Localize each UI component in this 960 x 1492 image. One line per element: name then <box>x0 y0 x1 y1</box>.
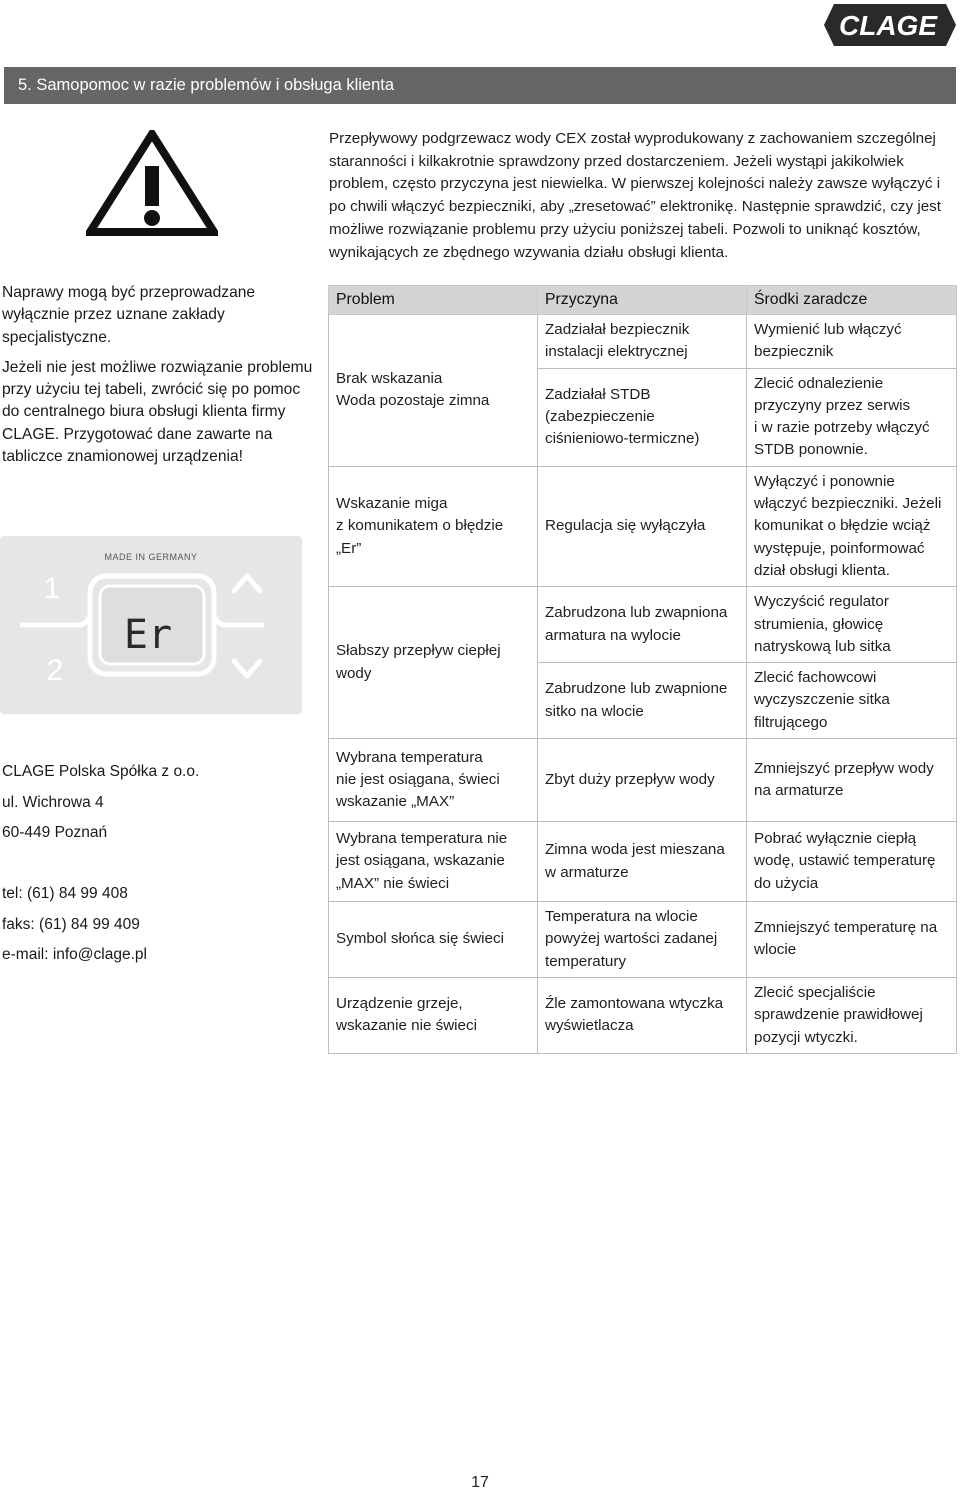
cause-cell: Zabrudzona lub zwapniona armatura na wylocie <box>538 587 747 663</box>
cause-cell: Zbyt duży przepływ wody <box>538 739 747 822</box>
remedy-cell: Wyłączyć i ponownie włączyć bezpieczniki. Jeżeli komunikat o błędzie wciąż występuje, poinformować dział obsługi klienta. <box>747 466 957 586</box>
problem-cell: Wybrana temperatura nie jest osiągana, świeci wskazanie „MAX” <box>329 739 538 822</box>
table-row <box>329 315 957 369</box>
remedy-cell: Zmniejszyć temperaturę na wlocie <box>747 902 957 978</box>
problem-cell: Wybrana temperatura nie jest osiągana, wskazanie „MAX” nie świeci <box>329 822 538 902</box>
page-number: 17 <box>471 1474 489 1491</box>
remedy-cell: Zlecić specjaliście sprawdzenie prawidłowej pozycji wtyczki. <box>747 977 957 1053</box>
phone-number: tel: (61) 84 99 408 <box>2 885 128 902</box>
problem-cell: Słabszy przepływ ciepłej wody <box>329 587 538 739</box>
cause-cell: Regulacja się wyłączyła <box>538 466 747 586</box>
display-panel <box>0 536 302 714</box>
made-in-germany-label: MADE IN GERMANY <box>104 552 198 562</box>
table-row <box>329 902 957 978</box>
remedy-cell: Zlecić odnalezienie przyczyny przez serwis i w razie potrzeby włączyć STDB ponownie. <box>747 368 957 466</box>
remedy-cell: Wyczyścić regulator strumienia, głowicę natryskową lub sitka <box>747 587 957 663</box>
table-row <box>329 587 957 663</box>
street-address: ul. Wichrowa 4 <box>2 794 104 811</box>
button-1-label: 1 <box>43 572 61 605</box>
button-2-label: 2 <box>46 654 64 687</box>
remedy-cell: Pobrać wyłącznie ciepłą wodę, ustawić temperaturę do użycia <box>747 822 957 902</box>
header-remedy: Środki zaradcze <box>747 286 957 315</box>
clage-logo <box>824 4 956 46</box>
problem-cell: Brak wskazania Woda pozostaje zimna <box>329 315 538 467</box>
problem-cell: Symbol słońca się świeci <box>329 902 538 978</box>
remedy-cell: Wymienić lub włączyć bezpiecznik <box>747 315 957 369</box>
problem-cell: Urządzenie grzeje, wskazanie nie świeci <box>329 977 538 1053</box>
remedy-cell: Zlecić fachowcowi wyczyszczenie sitka filtrującego <box>747 663 957 739</box>
fax-number: faks: (61) 84 99 409 <box>2 916 140 933</box>
cause-cell: Zadziałał STDB (zabezpieczenie ciśnieniowo-termiczne) <box>538 368 747 466</box>
sidebar-notes <box>2 282 314 476</box>
warning-icon <box>86 130 218 236</box>
cause-cell: Zabrudzone lub zwapnione sitko na wlocie <box>538 663 747 739</box>
repair-note: Naprawy mogą być przeprowadzane wyłącznie przez uznane zakłady specjalistyczne. <box>2 284 256 346</box>
table-row <box>329 977 957 1053</box>
cause-cell: Zimna woda jest mieszana w armaturze <box>538 822 747 902</box>
city-address: 60-449 Poznań <box>2 824 108 841</box>
header-problem: Problem <box>329 286 538 315</box>
logo-text: CLAGE <box>839 10 937 41</box>
section-title: 5. Samopomoc w razie problemów i obsługa klienta <box>4 67 956 104</box>
company-name: CLAGE Polska Spółka z o.o. <box>2 763 200 780</box>
remedy-cell: Zmniejszyć przepływ wody na armaturze <box>747 739 957 822</box>
cause-cell: Zadziałał bezpiecznik instalacji elektrycznej <box>538 315 747 369</box>
troubleshooting-table-wrapper <box>328 285 956 1054</box>
header-cause: Przyczyna <box>538 286 747 315</box>
table-header-row <box>329 286 957 315</box>
table-row <box>329 822 957 902</box>
error-readout: Er <box>123 612 173 658</box>
intro-paragraph <box>329 128 955 264</box>
table-row <box>329 466 957 586</box>
cause-cell: Temperatura na wlocie powyżej wartości zadanej temperatury <box>538 902 747 978</box>
troubleshooting-table <box>328 285 957 1054</box>
contact-note: Jeżeli nie jest możliwe rozwiązanie problemu przy użyciu tej tabeli, zwrócić się po pomoc do centralnego biura obsługi klienta firmy CLAGE. Przygotować dane zawarte na tabliczce znamionowej urządzenia! <box>2 358 313 466</box>
table-row <box>329 739 957 822</box>
problem-cell: Wskazanie miga z komunikatem o błędzie „Er” <box>329 466 538 586</box>
intro-text: Przepływowy podgrzewacz wody CEX został wyprodukowany z zachowaniem szczególnej staranności i kilkakrotnie sprawdzony przed dostarczeniem. Jeżeli wystąpi jakikolwiek problem, często przyczyna jest niewielka. W pierwszej kolejności należy zawsze wyłączyć i po chwili włączyć bezpieczniki, aby „zresetować” elektronikę. Następnie sprawdzić, czy jest możliwe rozwiązanie problemu przy użyciu poniższej tabeli. Pozwoli to uniknąć kosztów, wynikających ze zbędnego wzywania działu obsługi klienta. <box>329 130 941 261</box>
email-address[interactable]: e-mail: info@clage.pl <box>2 946 147 963</box>
cause-cell: Źle zamontowana wtyczka wyświetlacza <box>538 977 747 1053</box>
